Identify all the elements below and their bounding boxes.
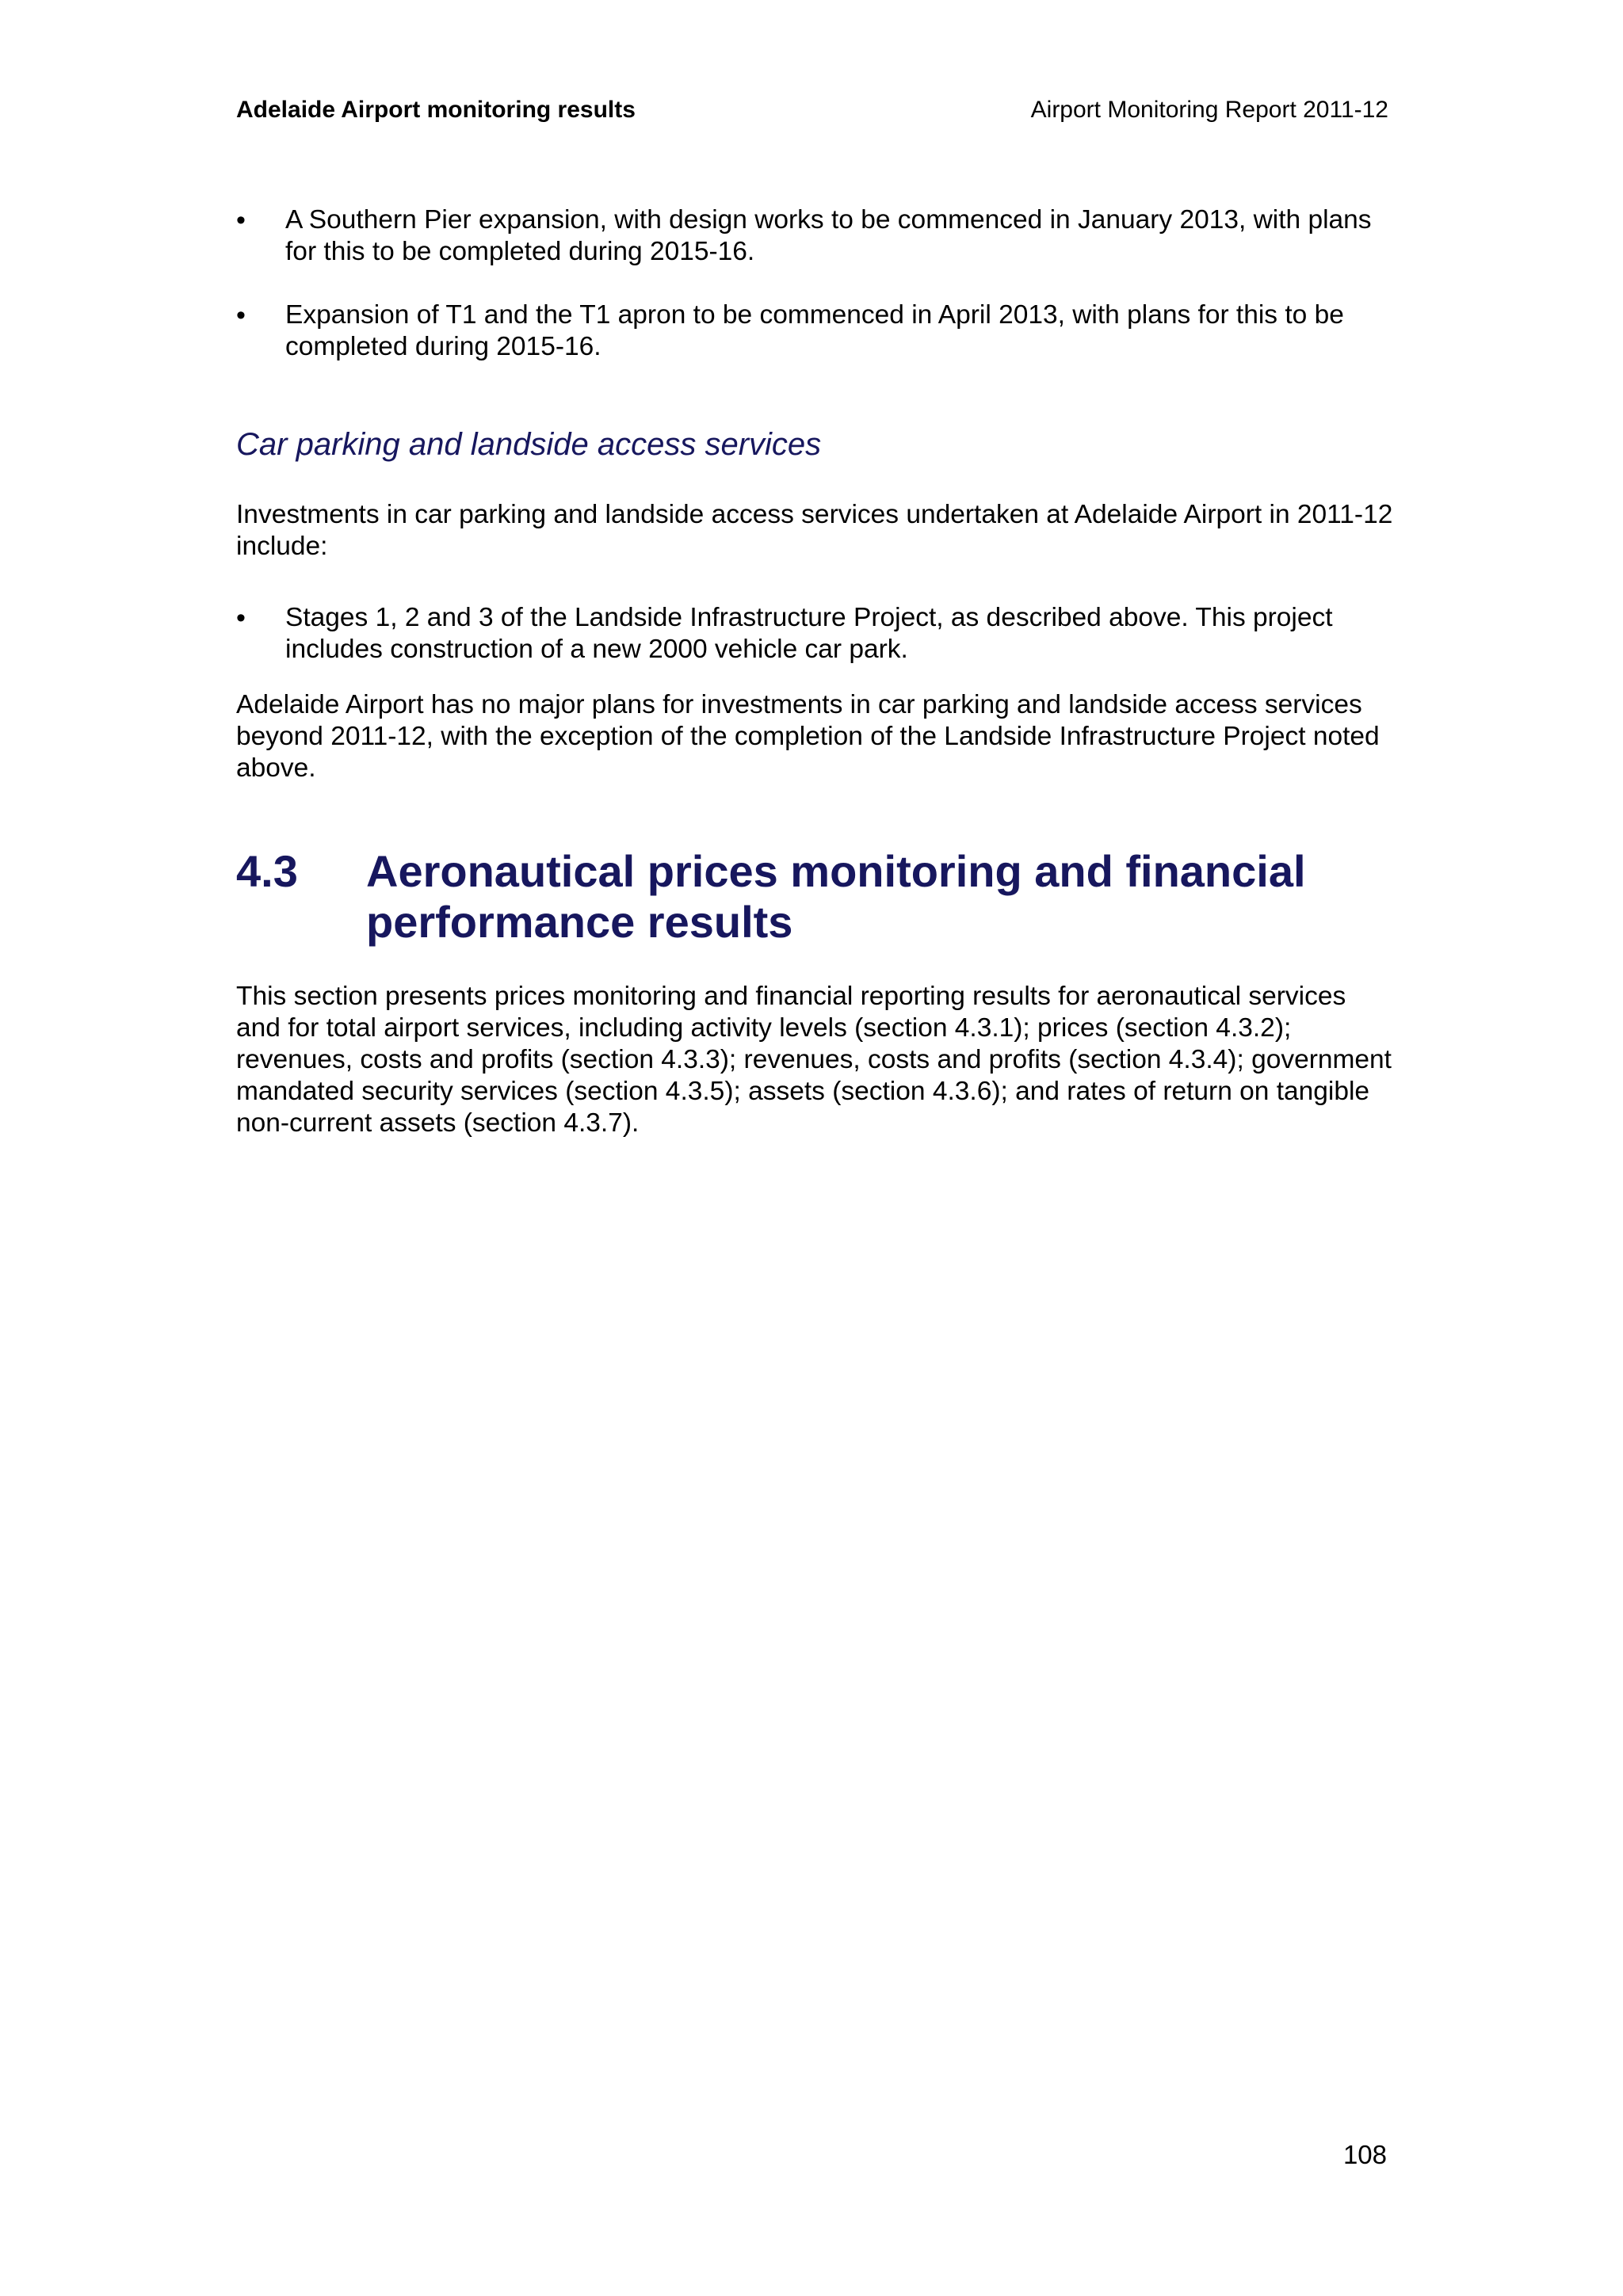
section-body-paragraph: This section presents prices monitoring and financial reporting results for aeronautical services and for total airport services, including activity levels (section 4.3.1); prices (section 4.3.2); revenues, costs and profits (section 4.3.3); revenues, costs and profits (section 4.3.4); government mandated security services (section 4.3.5); assets (section 4.3.6); and rates of return on tangible non-current assets (section 4.3.7). [236,982,1392,1138]
subsection-closing-paragraph: Adelaide Airport has no major plans for investments in car parking and landside access services beyond 2011-12, with the exception of the completion of the Landside Infrastructure Project noted above. [236,690,1380,783]
list-item-text: Expansion of T1 and the T1 apron to be commenced in April 2013, with plans for this to be completed during 2015-16. [285,300,1344,361]
subsection-heading: Car parking and landside access services [236,427,822,462]
running-header-right: Airport Monitoring Report 2011-12 [1030,97,1388,123]
bullet-icon: • [236,603,246,633]
page-number: 108 [1342,2140,1387,2169]
bullet-icon: • [236,300,246,330]
running-header-left: Adelaide Airport monitoring results [236,97,636,123]
bullet-icon: • [236,205,246,235]
list-item-text: Stages 1, 2 and 3 of the Landside Infrastructure Project, as described above. This project includes construction of a new 2000 vehicle car park. [285,603,1333,664]
section-number: 4.3 [236,846,298,896]
list-item-text: A Southern Pier expansion, with design works to be commenced in January 2013, with plans for this to be completed during 2015-16. [285,205,1372,266]
subsection-intro-paragraph: Investments in car parking and landside access services undertaken at Adelaide Airport in 2011-12 include: [236,500,1393,561]
section-title: Aeronautical prices monitoring and financial performance results [366,846,1306,947]
